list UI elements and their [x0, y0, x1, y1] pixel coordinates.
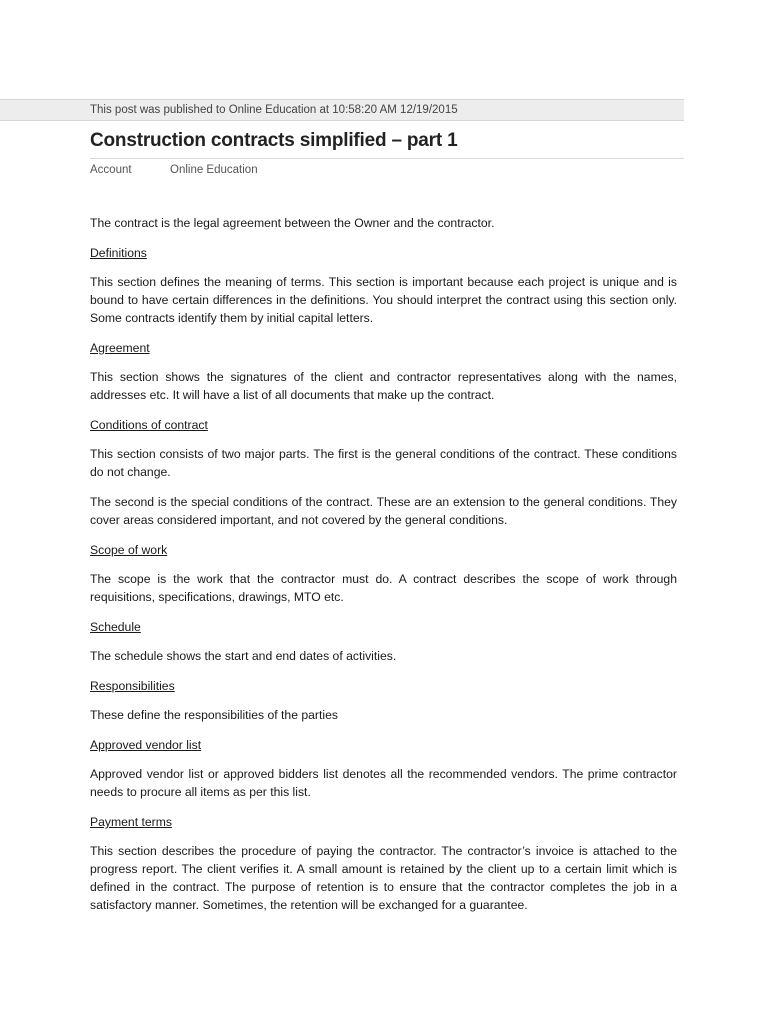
section-paragraph: This section defines the meaning of terms. This section is important because each project is unique and is bound to have certain differences in the definitions. You should interpret the contract using this section only. Some contracts identify them by initial capital letters. [90, 275, 677, 325]
section-paragraph: Approved vendor list or approved bidders list denotes all the recommended vendors. The prime contractor needs to procure all items as per this list. [90, 767, 677, 799]
section-paragraph: The schedule shows the start and end dates of activities. [90, 649, 397, 663]
publish-banner: This post was published to Online Education at 10:58:20 AM 12/19/2015 [0, 99, 684, 121]
meta-value-account: Online Education [170, 164, 258, 176]
meta-label-account: Account [90, 164, 132, 176]
section-heading-scope-of-work: Scope of work [90, 543, 168, 557]
title-divider [90, 158, 684, 159]
post-title: Construction contracts simplified – part 1 [90, 130, 458, 151]
section-heading-payment-terms: Payment terms [90, 815, 172, 829]
section-heading-schedule: Schedule [90, 620, 141, 634]
intro-paragraph: The contract is the legal agreement between the Owner and the contractor. [90, 216, 495, 230]
section-paragraph: These define the responsibilities of the parties [90, 708, 338, 722]
section-heading-responsibilities: Responsibilities [90, 679, 175, 693]
section-paragraph: This section shows the signatures of the client and contractor representatives along with the names, addresses etc. It will have a list of all documents that make up the contract. [90, 370, 677, 402]
section-heading-definitions: Definitions [90, 246, 147, 260]
section-paragraph: The second is the special conditions of the contract. These are an extension to the general conditions. They cover areas considered important, and not covered by the general conditions. [90, 495, 677, 527]
post-body [90, 214, 677, 914]
section-paragraph: This section consists of two major parts. The first is the general conditions of the contract. These conditions do not change. [90, 447, 677, 479]
post-page [90, 99, 684, 926]
section-heading-conditions-of-contract: Conditions of contract [90, 418, 208, 432]
section-paragraph: The scope is the work that the contractor must do. A contract describes the scope of work through requisitions, specifications, drawings, MTO etc. [90, 572, 677, 604]
section-paragraph: This section describes the procedure of paying the contractor. The contractor’s invoice is attached to the progress report. The client verifies it. A small amount is retained by the client up to a certain limit which is defined in the contract. The purpose of retention is to ensure that the contractor completes the job in a satisfactory manner. Sometimes, the retention will be exchanged for a guarantee. [90, 844, 677, 912]
section-heading-approved-vendor-list: Approved vendor list [90, 738, 202, 752]
section-heading-agreement: Agreement [90, 341, 150, 355]
post-meta [90, 164, 684, 176]
